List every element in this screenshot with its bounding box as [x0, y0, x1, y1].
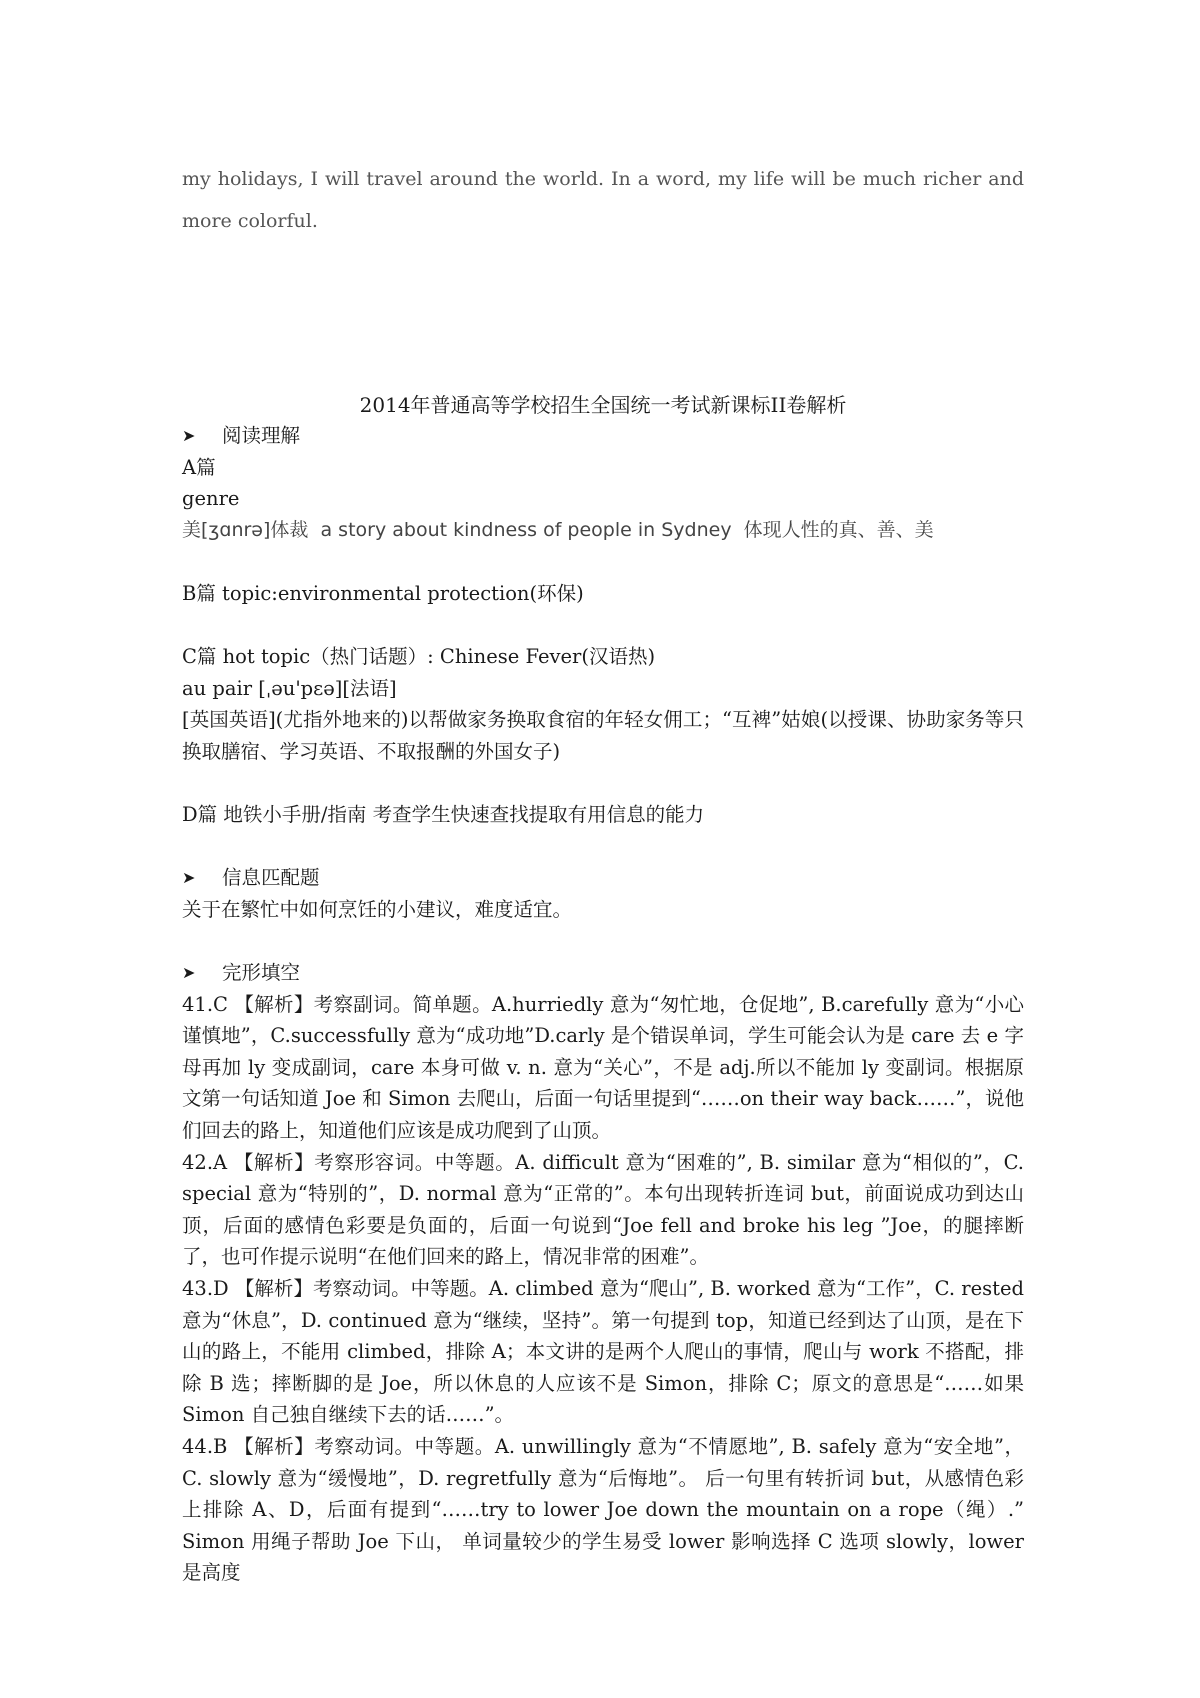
passage-a-word: genre — [182, 487, 240, 511]
passage-a-theme: 体现人性的真、善、美 — [743, 518, 934, 541]
passage-b-line: B篇 topic:environmental protection(环保) — [182, 581, 584, 605]
passage-d-line: D篇 地铁小手册/指南 考查学生快速查找提取有用信息的能力 — [182, 803, 705, 827]
section-heading-reading — [182, 420, 1024, 452]
passage-c-definition: [英国英语](尤指外地来的)以帮做家务换取食宿的年轻女佣工；“互裨”姑娘(以授课、协助家务等只换取膳宿、学习英语、不取报酬的外国女子) — [182, 708, 1024, 763]
cloze-item-44: 44.B 【解析】考察动词。中等题。A. unwillingly 意为“不情愿地”, B. safely 意为“安全地”，C. slowly 意为“缓慢地”，D. regretfully 意为“后悔地”。 后一句里有转折词 but，从感情色彩上排除 A、D，后面有提到“……try to lower Joe down the mountain on a rope（绳）.” Simon 用绳子帮助 Joe 下山， 单词量较少的学生易受 lower 影响选择 C 选项 slowly，lower 是高度 — [182, 1435, 1024, 1585]
passage-a-summary: a story about kindness of people in Sydney — [320, 518, 732, 541]
section-heading-label: 信息匹配题 — [222, 866, 320, 890]
section-heading-matching — [182, 862, 1024, 894]
pronunciation: 美[ʒɑnrə]体裁 — [182, 518, 309, 541]
passage-a-label: A篇 — [182, 455, 216, 479]
document-title: 2014年普通高等学校招生全国统一考试新课标II卷解析 — [359, 393, 847, 417]
document-body — [182, 420, 1024, 1589]
matching-description: 关于在繁忙中如何烹饪的小建议，难度适宜。 — [182, 897, 573, 921]
cloze-item-43: 43.D 【解析】考察动词。中等题。A. climbed 意为“爬山”, B. worked 意为“工作”，C. rested 意为“休息”，D. continued 意为“继续，坚持”。第一句提到 top，知道已经到达了山顶，是在下山的路上，不能用 climbed，排除 A；本文讲的是两个人爬山的事情，爬山与 work 不搭配，排除 B 选；摔断脚的是 Joe，所以休息的人应该不是 Simon，排除 C；原文的意思是“……如果 Simon 自己独自继续下去的话……”。 — [182, 1277, 1024, 1427]
previous-essay-ending: my holidays, I will travel around the world. In a word, my life will be much richer and more colorful. — [182, 168, 1024, 232]
section-heading-label: 完形填空 — [222, 961, 301, 985]
arrowhead-bullet-icon: ➤ — [182, 868, 196, 888]
section-heading-cloze — [182, 957, 1024, 989]
cloze-item-41: 41.C 【解析】考察副词。简单题。A.hurriedly 意为“匆忙地，仓促地”, B.carefully 意为“小心谨慎地”，C.successfully 意为“成功地”D.carly 是个错误单词，学生可能会认为是 care 去 e 字母再加 ly 变成副词，care 本身可做 v. n. 意为“关心”，不是 adj.所以不能加 ly 变副词。根据原文第一句话知道 Joe 和 Simon 去爬山，后面一句话里提到“……on their way back……”，说他们回去的路上，知道他们应该是成功爬到了山顶。 — [182, 992, 1024, 1143]
section-heading-label: 阅读理解 — [222, 424, 301, 447]
passage-c-line: C篇 hot topic（热门话题）: Chinese Fever(汉语热) — [182, 645, 656, 669]
arrowhead-bullet-icon: ➤ — [182, 963, 196, 983]
passage-c-aupair: au pair [ˌəu'pɛə][法语] — [182, 676, 397, 700]
arrowhead-bullet-icon: ➤ — [182, 426, 196, 445]
cloze-item-42: 42.A 【解析】考察形容词。中等题。A. difficult 意为“困难的”, B. similar 意为“相似的”，C. special 意为“特别的”，D. normal 意为“正常的”。本句出现转折连词 but，前面说成功到达山顶，后面的感情色彩要是负面的，后面一句说到“Joe fell and broke his leg ”Joe，的腿摔断了，也可作提示说明“在他们回来的路上，情况非常的困难”。 — [182, 1150, 1024, 1269]
passage-a-description — [182, 515, 1024, 547]
